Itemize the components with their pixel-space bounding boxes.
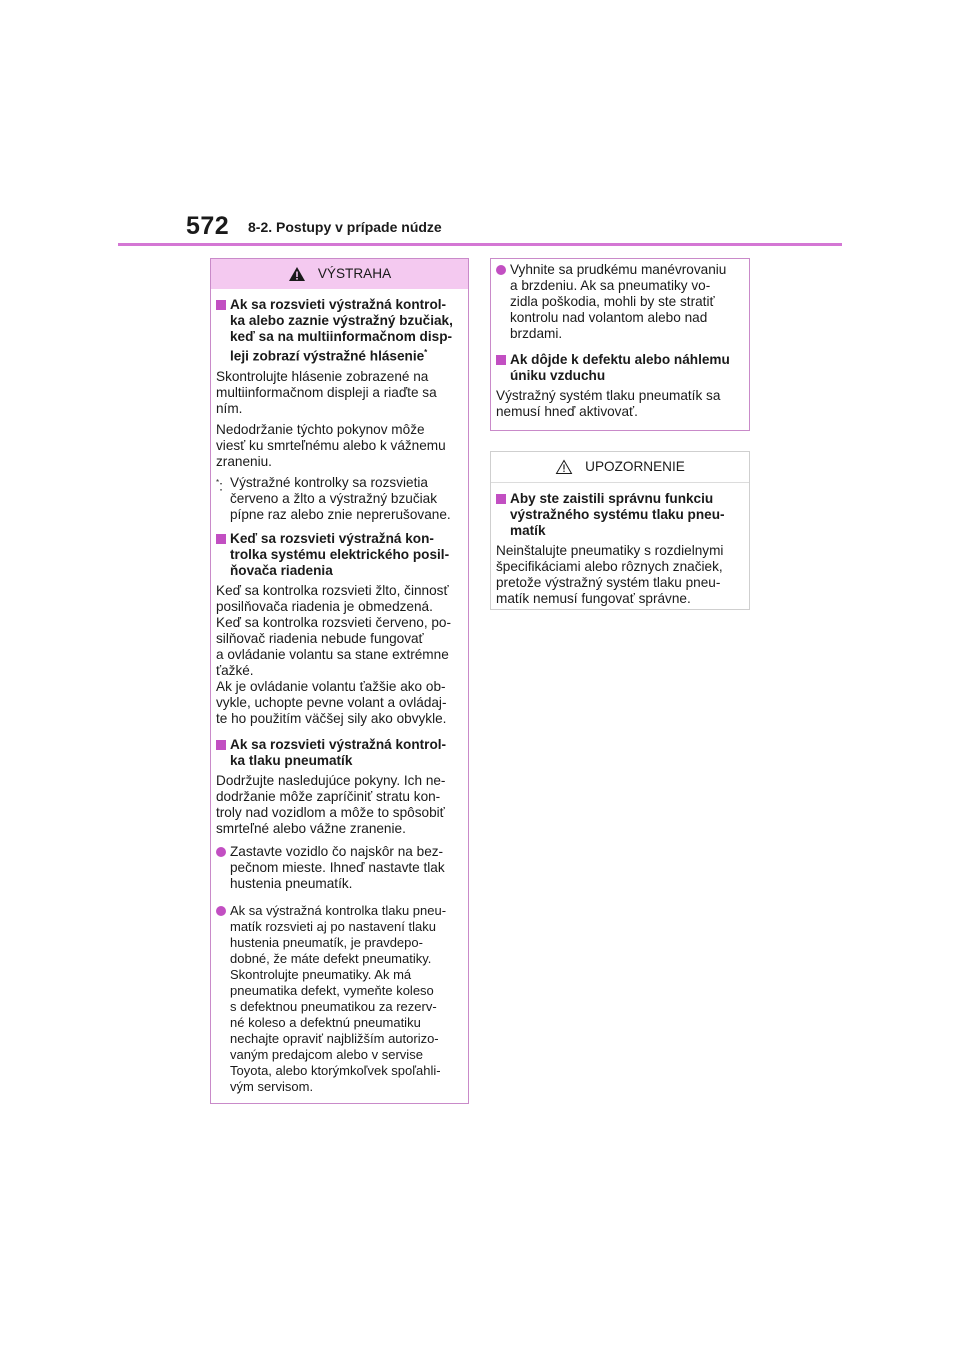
notice-box-title: UPOZORNENIE xyxy=(585,459,685,474)
warning-heading-3: Ak sa rozsvieti výstražná kontrol- ka tlaku pneumatík xyxy=(216,737,463,769)
notice-triangle-icon xyxy=(555,459,573,475)
notice-box-header xyxy=(491,452,749,483)
warning-box-header xyxy=(211,259,468,289)
warning-box-title: VÝSTRAHA xyxy=(317,266,392,281)
warning-paragraph-4: Dodržujte nasledujúce pokyny. Ich ne- dodržanie môže zapríčiniť stratu kon- troly nad vozidlom a môže to spôsobiť smrteľné alebo vážne zranenie. xyxy=(216,772,446,836)
warning-paragraph-5: Výstražný systém tlaku pneumatík sa nemusí hneď aktivovať. xyxy=(496,388,721,419)
square-bullet-icon xyxy=(496,355,506,365)
square-bullet-icon xyxy=(496,494,506,504)
section-title: 8-2. Postupy v prípade núdze xyxy=(248,219,442,235)
warning-bullet-3: Vyhnite sa prudkému manévrovaniu a brzdeniu. Ak sa pneumatiky vo- zidla poškodia, mohli by ste stratiť kontrolu nad volantom alebo nad brzdami. xyxy=(496,262,744,342)
warning-box-continued xyxy=(490,258,750,431)
warning-box xyxy=(210,258,469,1104)
warning-paragraph-1: Skontrolujte hlásenie zobrazené na multiinformačnom displeji a riaďte sa ním. xyxy=(216,368,437,416)
notice-box xyxy=(490,451,750,610)
square-bullet-icon xyxy=(216,740,226,750)
warning-footnote: *: Výstražné kontrolky sa rozsvietia červeno a žlto a výstražný bzučiak pípne raz alebo znie neprerušovane. xyxy=(216,474,451,522)
warning-bullet-1: Zastavte vozidlo čo najskôr na bez- pečnom mieste. Ihneď nastavte tlak hustenia pneumatík. xyxy=(216,844,463,892)
round-bullet-icon xyxy=(496,265,506,275)
header-rule xyxy=(118,243,842,246)
notice-paragraph: Neinštalujte pneumatiky s rozdielnymi špecifikáciami alebo rôznych značiek, pretože výstražný systém tlaku pneu- matík nemusí fungovať správne. xyxy=(496,543,724,606)
page-number: 572 xyxy=(186,212,230,240)
square-bullet-icon xyxy=(216,300,226,310)
notice-heading: Aby ste zaistili správnu funkciu výstražného systému tlaku pneu- matík xyxy=(496,491,744,539)
warning-paragraph-3: Keď sa kontrolka rozsvieti žlto, činnosť posilňovača riadenia je obmedzená. Keď sa kontrolka rozsvieti červeno, po- silňovač riadenia nebude fungovať a ovládanie volantu sa stane extrémne ťažké. Ak je ovládanie volantu ťažšie ako ob- vykle, uchopte pevne volant a ovládaj- te ho použitím väčšej sily ako obvykle. xyxy=(216,582,452,726)
warning-heading-1: Ak sa rozsvieti výstražná kontrol- ka alebo zaznie výstražný bzučiak, keď sa na multiinformačnom disp- leji zobrazí výstražné hlásenie* xyxy=(216,297,463,365)
warning-triangle-icon xyxy=(288,266,306,282)
warning-bullet-2: Ak sa výstražná kontrolka tlaku pneu- matík rozsvieti aj po nastavení tlaku hustenia pneumatík, je pravdepo- dobné, že máte defekt pneumatiky. Skontrolujte pneumatiky. Ak má pneumatika defekt, vymeňte koleso s defektnou pneumatikou za rezerv- né koleso a defektnú pneumatiku nechajte opraviť najbližším autorizo- vaným predajcom alebo v servise Toyota, alebo ktorýmkoľvek spoľahli- vým servisom. xyxy=(216,903,463,1095)
warning-heading-4: Ak dôjde k defektu alebo náhlemu úniku vzduchu xyxy=(496,352,744,384)
square-bullet-icon xyxy=(216,534,226,544)
warning-heading-2: Keď sa rozsvieti výstražná kon- trolka systému elektrického posil- ňovača riadenia xyxy=(216,531,463,579)
round-bullet-icon xyxy=(216,906,226,916)
round-bullet-icon xyxy=(216,847,226,857)
warning-paragraph-2: Nedodržanie týchto pokynov môže viesť ku smrteľnému alebo k vážnemu zraneniu. xyxy=(216,421,446,469)
